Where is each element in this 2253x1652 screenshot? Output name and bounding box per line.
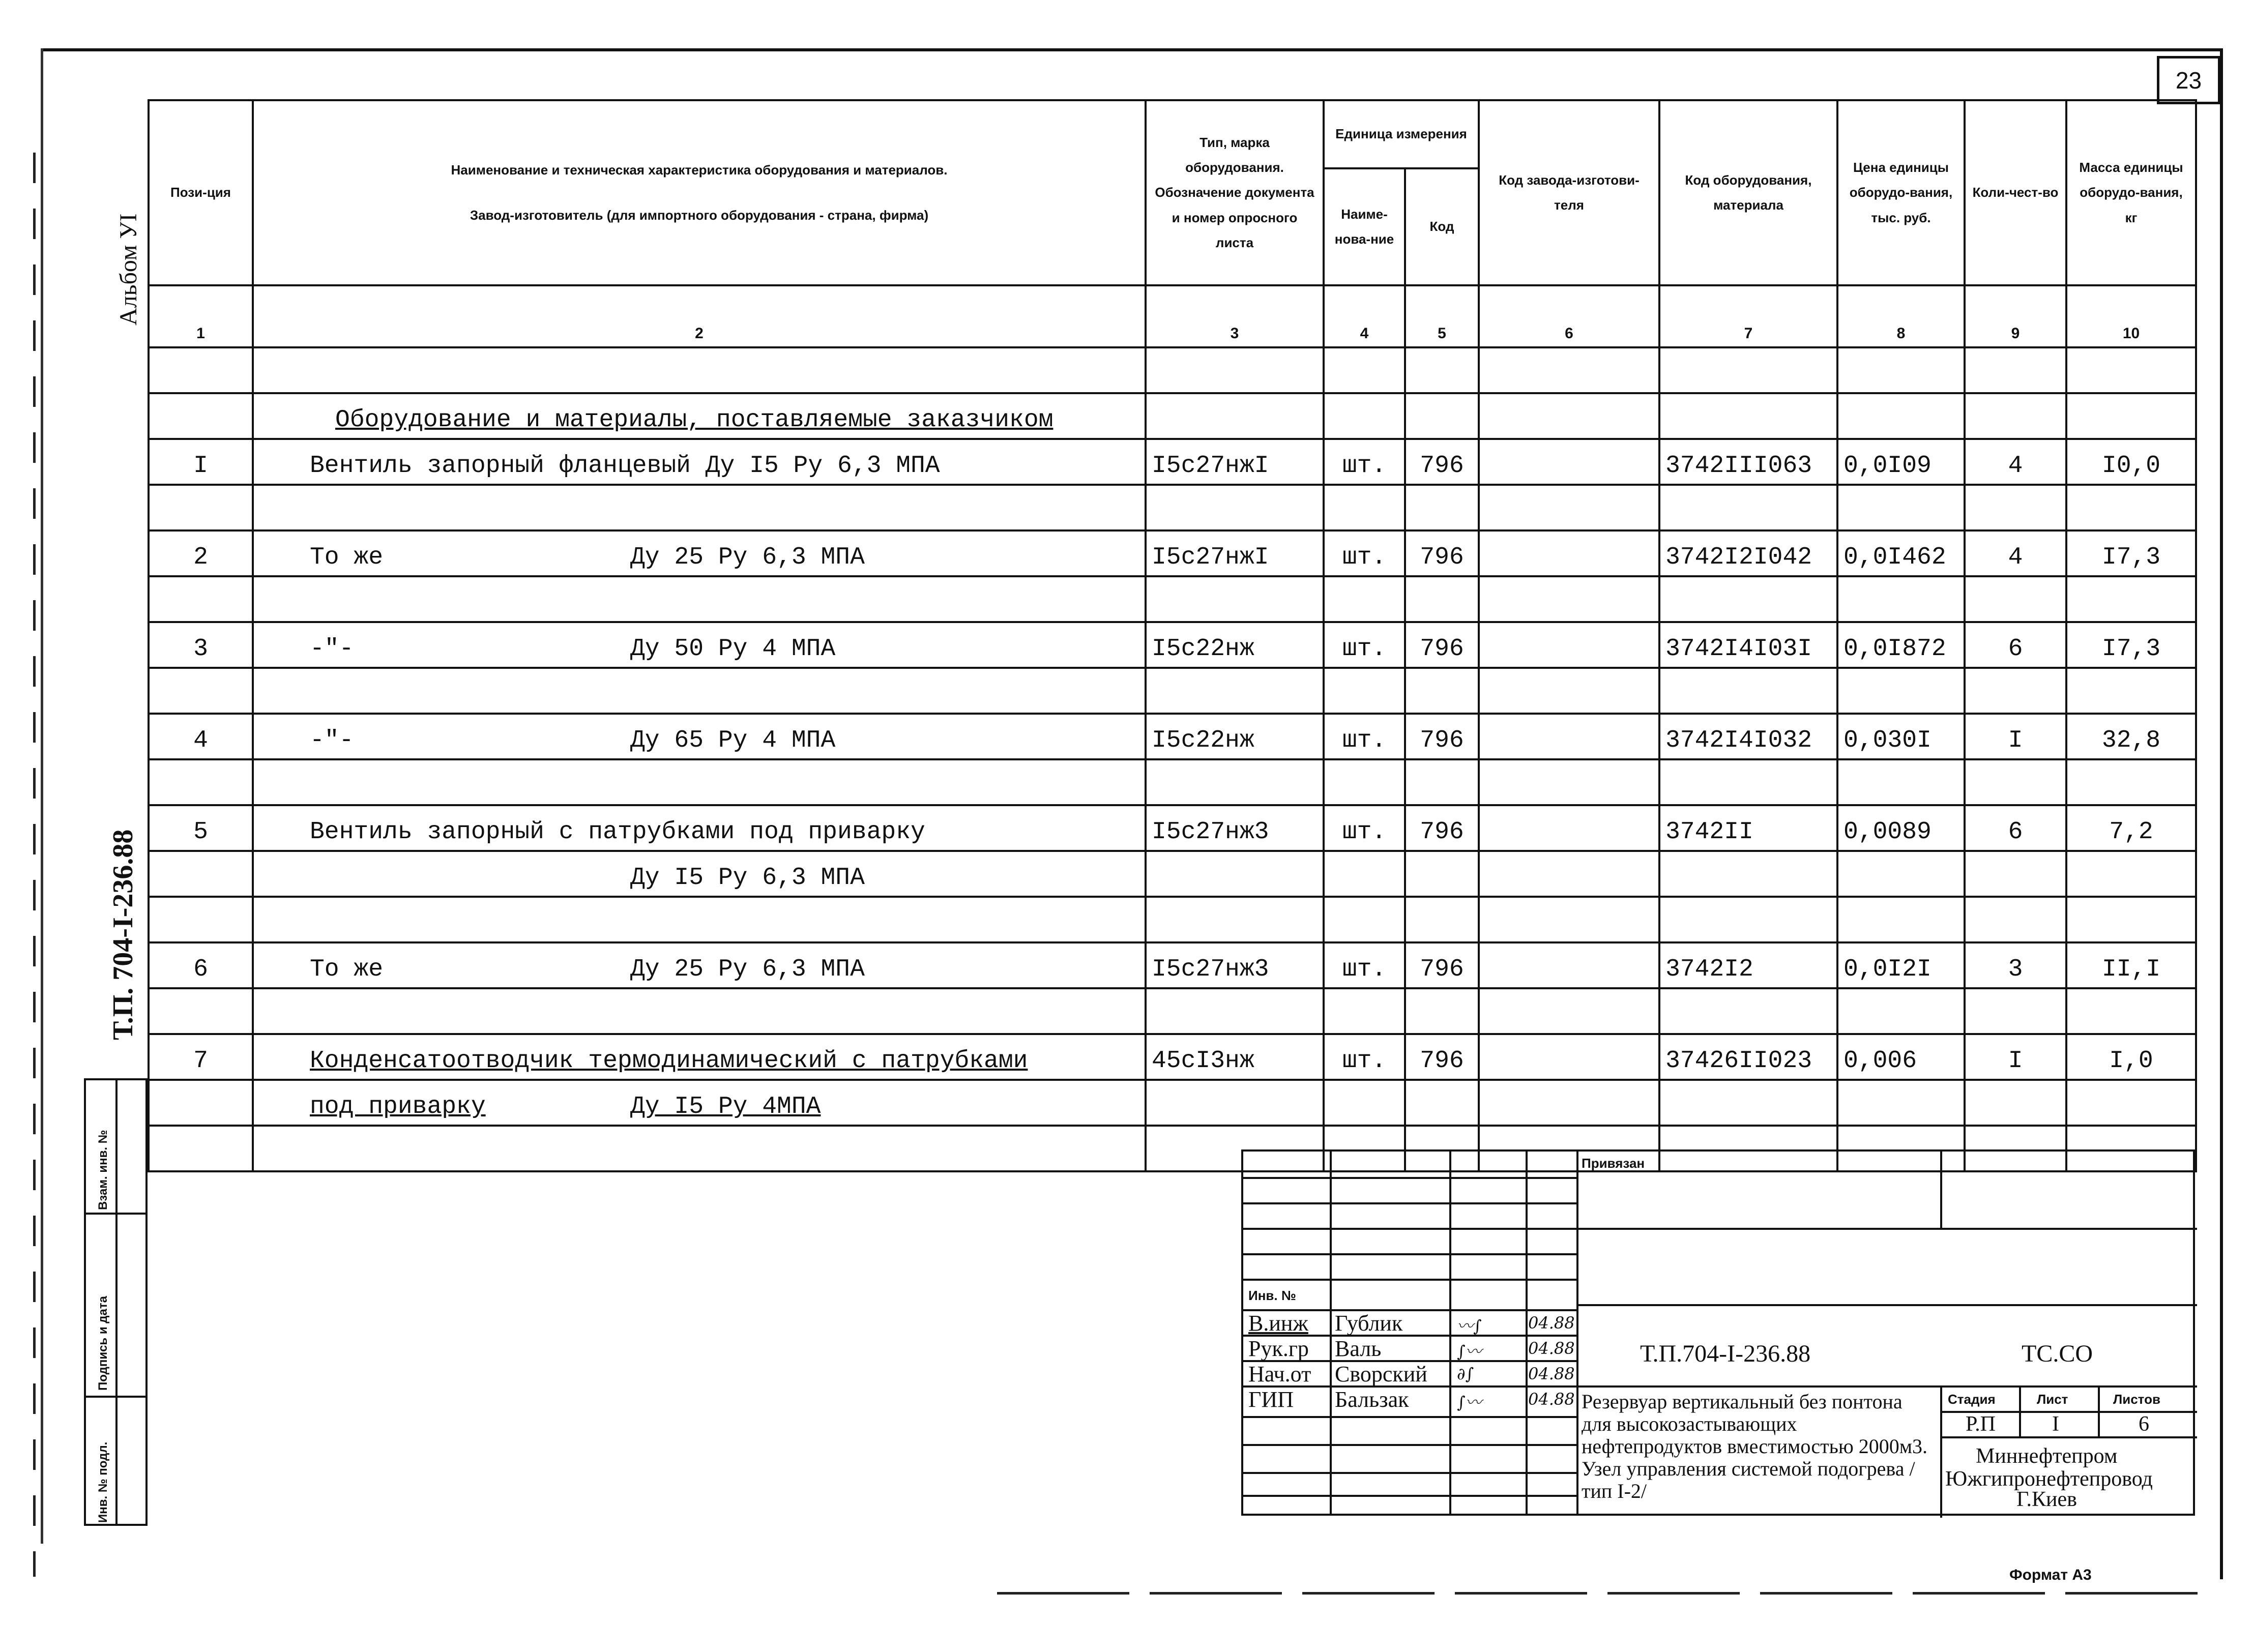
stamp-inv-original: Инв. № подл.: [96, 1441, 110, 1523]
header-name-line1: Наименование и техническая характеристика оборудования и материалов.: [451, 162, 948, 178]
row-name-text: -"-: [310, 635, 354, 663]
header-unit-group: Единица измерения: [1324, 100, 1479, 168]
row-unit: шт.: [1324, 530, 1405, 576]
row-mass: 7,2: [2066, 805, 2196, 851]
table-row: [149, 622, 2196, 668]
row-name-spec: Ду 65 Ру 4 МПА: [630, 727, 836, 754]
empty-row: [149, 988, 2196, 1034]
table-row: [149, 714, 2196, 759]
tb-role: ГИП: [1248, 1387, 1294, 1412]
header-row: [149, 100, 2196, 168]
row-name-spec: Ду 25 Ру 6,3 МПА: [630, 956, 865, 983]
binding-dash-line: [33, 153, 36, 1577]
row-equip-code: 3742I4I032: [1659, 714, 1837, 759]
tb-role: В.инж: [1248, 1311, 1308, 1336]
row-name-text: -"-: [310, 727, 354, 754]
tb-role: Нач.от: [1248, 1362, 1311, 1386]
row-type: I5с27нжI: [1146, 530, 1324, 576]
row-mfr-code: [1479, 942, 1659, 988]
approval-stamp: [84, 1078, 148, 1526]
row-mass: II,I: [2066, 942, 2196, 988]
row-mass: I7,3: [2066, 622, 2196, 668]
row-position: 6: [149, 942, 253, 988]
tb-sheet: I: [2052, 1412, 2059, 1436]
row-equip-code: 3742II: [1659, 805, 1837, 851]
header-price: Цена единицы оборудо-вания, тыс. руб.: [1837, 100, 1965, 285]
row-unit: шт.: [1324, 942, 1405, 988]
row-mass: I,0: [2066, 1034, 2196, 1080]
row-price: 0,030I: [1837, 714, 1965, 759]
tb-org-institute: Южгипронефтепровод: [1945, 1467, 2153, 1491]
row-position: 2: [149, 530, 253, 576]
row-mfr-code: [1479, 1034, 1659, 1080]
row-qty: 3: [1965, 942, 2066, 988]
frame-top-line: [41, 48, 2223, 51]
empty-row: [149, 668, 2196, 714]
row-position: 3: [149, 622, 253, 668]
row-type: I5с27нж3: [1146, 805, 1324, 851]
column-number: 4: [1324, 285, 1405, 347]
tb-org-city: Г.Киев: [2016, 1488, 2078, 1511]
frame-left-line: [41, 48, 43, 1544]
album-label: Альбом УI: [115, 213, 142, 326]
row-name-text: Конденсатоотводчик термодинамический с патрубками: [310, 1047, 1028, 1075]
empty-row: [149, 759, 2196, 805]
row-mfr-code: [1479, 439, 1659, 485]
row-position: 4: [149, 714, 253, 759]
header-type: Тип, марка оборудования. Обозначение документа и номер опросного листа: [1146, 100, 1324, 285]
header-name: [253, 100, 1146, 285]
empty-row: [149, 485, 2196, 530]
tb-attached: Привязан: [1582, 1156, 1645, 1171]
row-price: 0,006: [1837, 1034, 1965, 1080]
row-mfr-code: [1479, 805, 1659, 851]
header-equip-code: Код оборудования, материала: [1659, 100, 1837, 285]
row-qty: 4: [1965, 530, 2066, 576]
stamp-sign-date: Подпись и дата: [96, 1296, 110, 1391]
row-equip-code: 3742I2: [1659, 942, 1837, 988]
tb-date: 04.88: [1528, 1364, 1575, 1383]
row-price: 0,0I462: [1837, 530, 1965, 576]
table-row: [149, 1034, 2196, 1080]
row7-continuation-a: под приварку: [310, 1093, 486, 1120]
tb-inv-no: Инв. №: [1248, 1288, 1296, 1303]
tb-stage-label: Стадия: [1948, 1392, 1996, 1407]
tb-doc-code: Т.П.704-I-236.88: [1640, 1340, 1811, 1367]
tb-sheets-label: Листов: [2113, 1392, 2160, 1407]
header-position: Пози-ция: [149, 100, 253, 285]
row-qty: I: [1965, 1034, 2066, 1080]
header-name-line2: Завод-изготовитель (для импортного оборудования - страна, фирма): [470, 208, 929, 223]
row5-continuation-text: Ду I5 Ру 6,3 МПА: [630, 864, 865, 892]
stamp-inv-replaced: Взам. инв. №: [96, 1130, 110, 1210]
row-name-spec: Ду 50 Ру 4 МПА: [630, 635, 836, 663]
tb-mark: ТС.СО: [2022, 1340, 2093, 1367]
side-document-code: Т.П. 704-I-236.88: [107, 829, 139, 1040]
column-number: 9: [1965, 285, 2066, 347]
row-unit-code: 796: [1405, 530, 1479, 576]
tb-name: Валь: [1335, 1336, 1382, 1361]
row-type: I5с22нж: [1146, 622, 1324, 668]
row-price: 0,0I2I: [1837, 942, 1965, 988]
row-name: [253, 1034, 1146, 1080]
row-qty: 6: [1965, 805, 2066, 851]
column-number: 8: [1837, 285, 1965, 347]
empty-row: [149, 897, 2196, 942]
row-unit: шт.: [1324, 1034, 1405, 1080]
section-title: Оборудование и материалы, поставляемые заказчиком: [335, 406, 1054, 434]
row-price: 0,0I09: [1837, 439, 1965, 485]
row-position: 5: [149, 805, 253, 851]
row-position: 7: [149, 1034, 253, 1080]
header-mass: Масса единицы оборудо-вания, кг: [2066, 100, 2196, 285]
sheet-number: 23: [2157, 56, 2220, 104]
column-number: 10: [2066, 285, 2196, 347]
tb-stage: Р.П: [1966, 1412, 1996, 1436]
row-name-text: Вентиль запорный фланцевый Ду I5 Ру 6,3 МПА: [310, 452, 940, 480]
row-unit-code: 796: [1405, 1034, 1479, 1080]
column-number: 3: [1146, 285, 1324, 347]
row-unit-code: 796: [1405, 805, 1479, 851]
row-unit-code: 796: [1405, 439, 1479, 485]
row-name-continuation: [253, 1080, 1146, 1126]
format-label: Формат А3: [2009, 1567, 2092, 1583]
row-name-spec: Ду 25 Ру 6,3 МПА: [630, 544, 865, 571]
empty-row: [149, 576, 2196, 622]
row-price: 0,0089: [1837, 805, 1965, 851]
row-name-continuation: [253, 851, 1146, 897]
signature-icon: 〰∫: [1457, 1316, 1482, 1336]
row-name: [253, 622, 1146, 668]
column-number-row: [149, 285, 2196, 347]
continuation-row: [149, 851, 2196, 897]
row7-continuation-b: Ду I5 Ру 4МПА: [630, 1093, 821, 1120]
row-unit: шт.: [1324, 805, 1405, 851]
header-mfr-code: Код завода-изготови-теля: [1479, 100, 1659, 285]
frame-bottom-line: [997, 1592, 2218, 1595]
section-row: [149, 393, 2196, 439]
row-unit-code: 796: [1405, 622, 1479, 668]
header-unit-code: Код: [1405, 168, 1479, 285]
row-qty: 4: [1965, 439, 2066, 485]
signature-icon: ∂∫: [1457, 1364, 1474, 1383]
row-name: [253, 805, 1146, 851]
signature-icon: ∫〰: [1457, 1342, 1482, 1361]
row-mass: I7,3: [2066, 530, 2196, 576]
row-qty: I: [1965, 714, 2066, 759]
row-mass: I0,0: [2066, 439, 2196, 485]
row-unit: шт.: [1324, 439, 1405, 485]
row-unit-code: 796: [1405, 714, 1479, 759]
row-qty: 6: [1965, 622, 2066, 668]
row-name: [253, 530, 1146, 576]
row-mfr-code: [1479, 714, 1659, 759]
header-unit-name: Наиме-нова-ние: [1324, 168, 1405, 285]
row-unit: шт.: [1324, 622, 1405, 668]
tb-date: 04.88: [1528, 1339, 1575, 1358]
row-name: [253, 942, 1146, 988]
row-price: 0,0I872: [1837, 622, 1965, 668]
tb-org-ministry: Миннефтепром: [1976, 1444, 2118, 1468]
signature-icon: ∫〰: [1457, 1393, 1482, 1412]
tb-role: Рук.гр: [1248, 1336, 1309, 1361]
row-mfr-code: [1479, 622, 1659, 668]
row-equip-code: 3742I4I03I: [1659, 622, 1837, 668]
tb-name: Сворский: [1335, 1362, 1427, 1386]
row-equip-code: 3742I2I042: [1659, 530, 1837, 576]
row-unit-code: 796: [1405, 942, 1479, 988]
table-row: [149, 530, 2196, 576]
row-type: I5с27нж3: [1146, 942, 1324, 988]
tb-date: 04.88: [1528, 1390, 1575, 1409]
row-type: 45сI3нж: [1146, 1034, 1324, 1080]
row-name-text: То же: [310, 544, 384, 571]
tb-sheet-label: Лист: [2037, 1392, 2068, 1407]
row-unit: шт.: [1324, 714, 1405, 759]
tb-name: Гублик: [1335, 1311, 1403, 1336]
row-name: [253, 714, 1146, 759]
row-equip-code: 3742III063: [1659, 439, 1837, 485]
row-equip-code: 37426II023: [1659, 1034, 1837, 1080]
table-row: [149, 942, 2196, 988]
row-type: I5с27нжI: [1146, 439, 1324, 485]
table-row: [149, 805, 2196, 851]
specification-table: [148, 99, 2197, 1172]
column-number: 6: [1479, 285, 1659, 347]
row-mfr-code: [1479, 530, 1659, 576]
column-number: 5: [1405, 285, 1479, 347]
column-number: 7: [1659, 285, 1837, 347]
row-position: I: [149, 439, 253, 485]
table-row: [149, 439, 2196, 485]
row-mass: 32,8: [2066, 714, 2196, 759]
row-name-text: То же: [310, 956, 384, 983]
header-qty: Коли-чест-во: [1965, 100, 2066, 285]
column-number: 2: [253, 285, 1146, 347]
tb-name: Бальзак: [1335, 1387, 1409, 1412]
tb-date: 04.88: [1528, 1313, 1575, 1333]
row-name-text: Вентиль запорный с патрубками под приварку: [310, 818, 925, 846]
row-name: [253, 439, 1146, 485]
column-number: 1: [149, 285, 253, 347]
tb-sheets: 6: [2139, 1412, 2149, 1436]
title-block: [1241, 1149, 2195, 1516]
empty-row: [149, 347, 2196, 393]
tb-description: Резервуар вертикальный без понтона для высокозастывающих нефтепродуктов вместимостью 2000м3. Узел управления системой подогрева /тип I-2/: [1582, 1390, 1928, 1502]
row-type: I5с22нж: [1146, 714, 1324, 759]
frame-right-line: [2220, 48, 2223, 1579]
continuation-row: [149, 1080, 2196, 1126]
